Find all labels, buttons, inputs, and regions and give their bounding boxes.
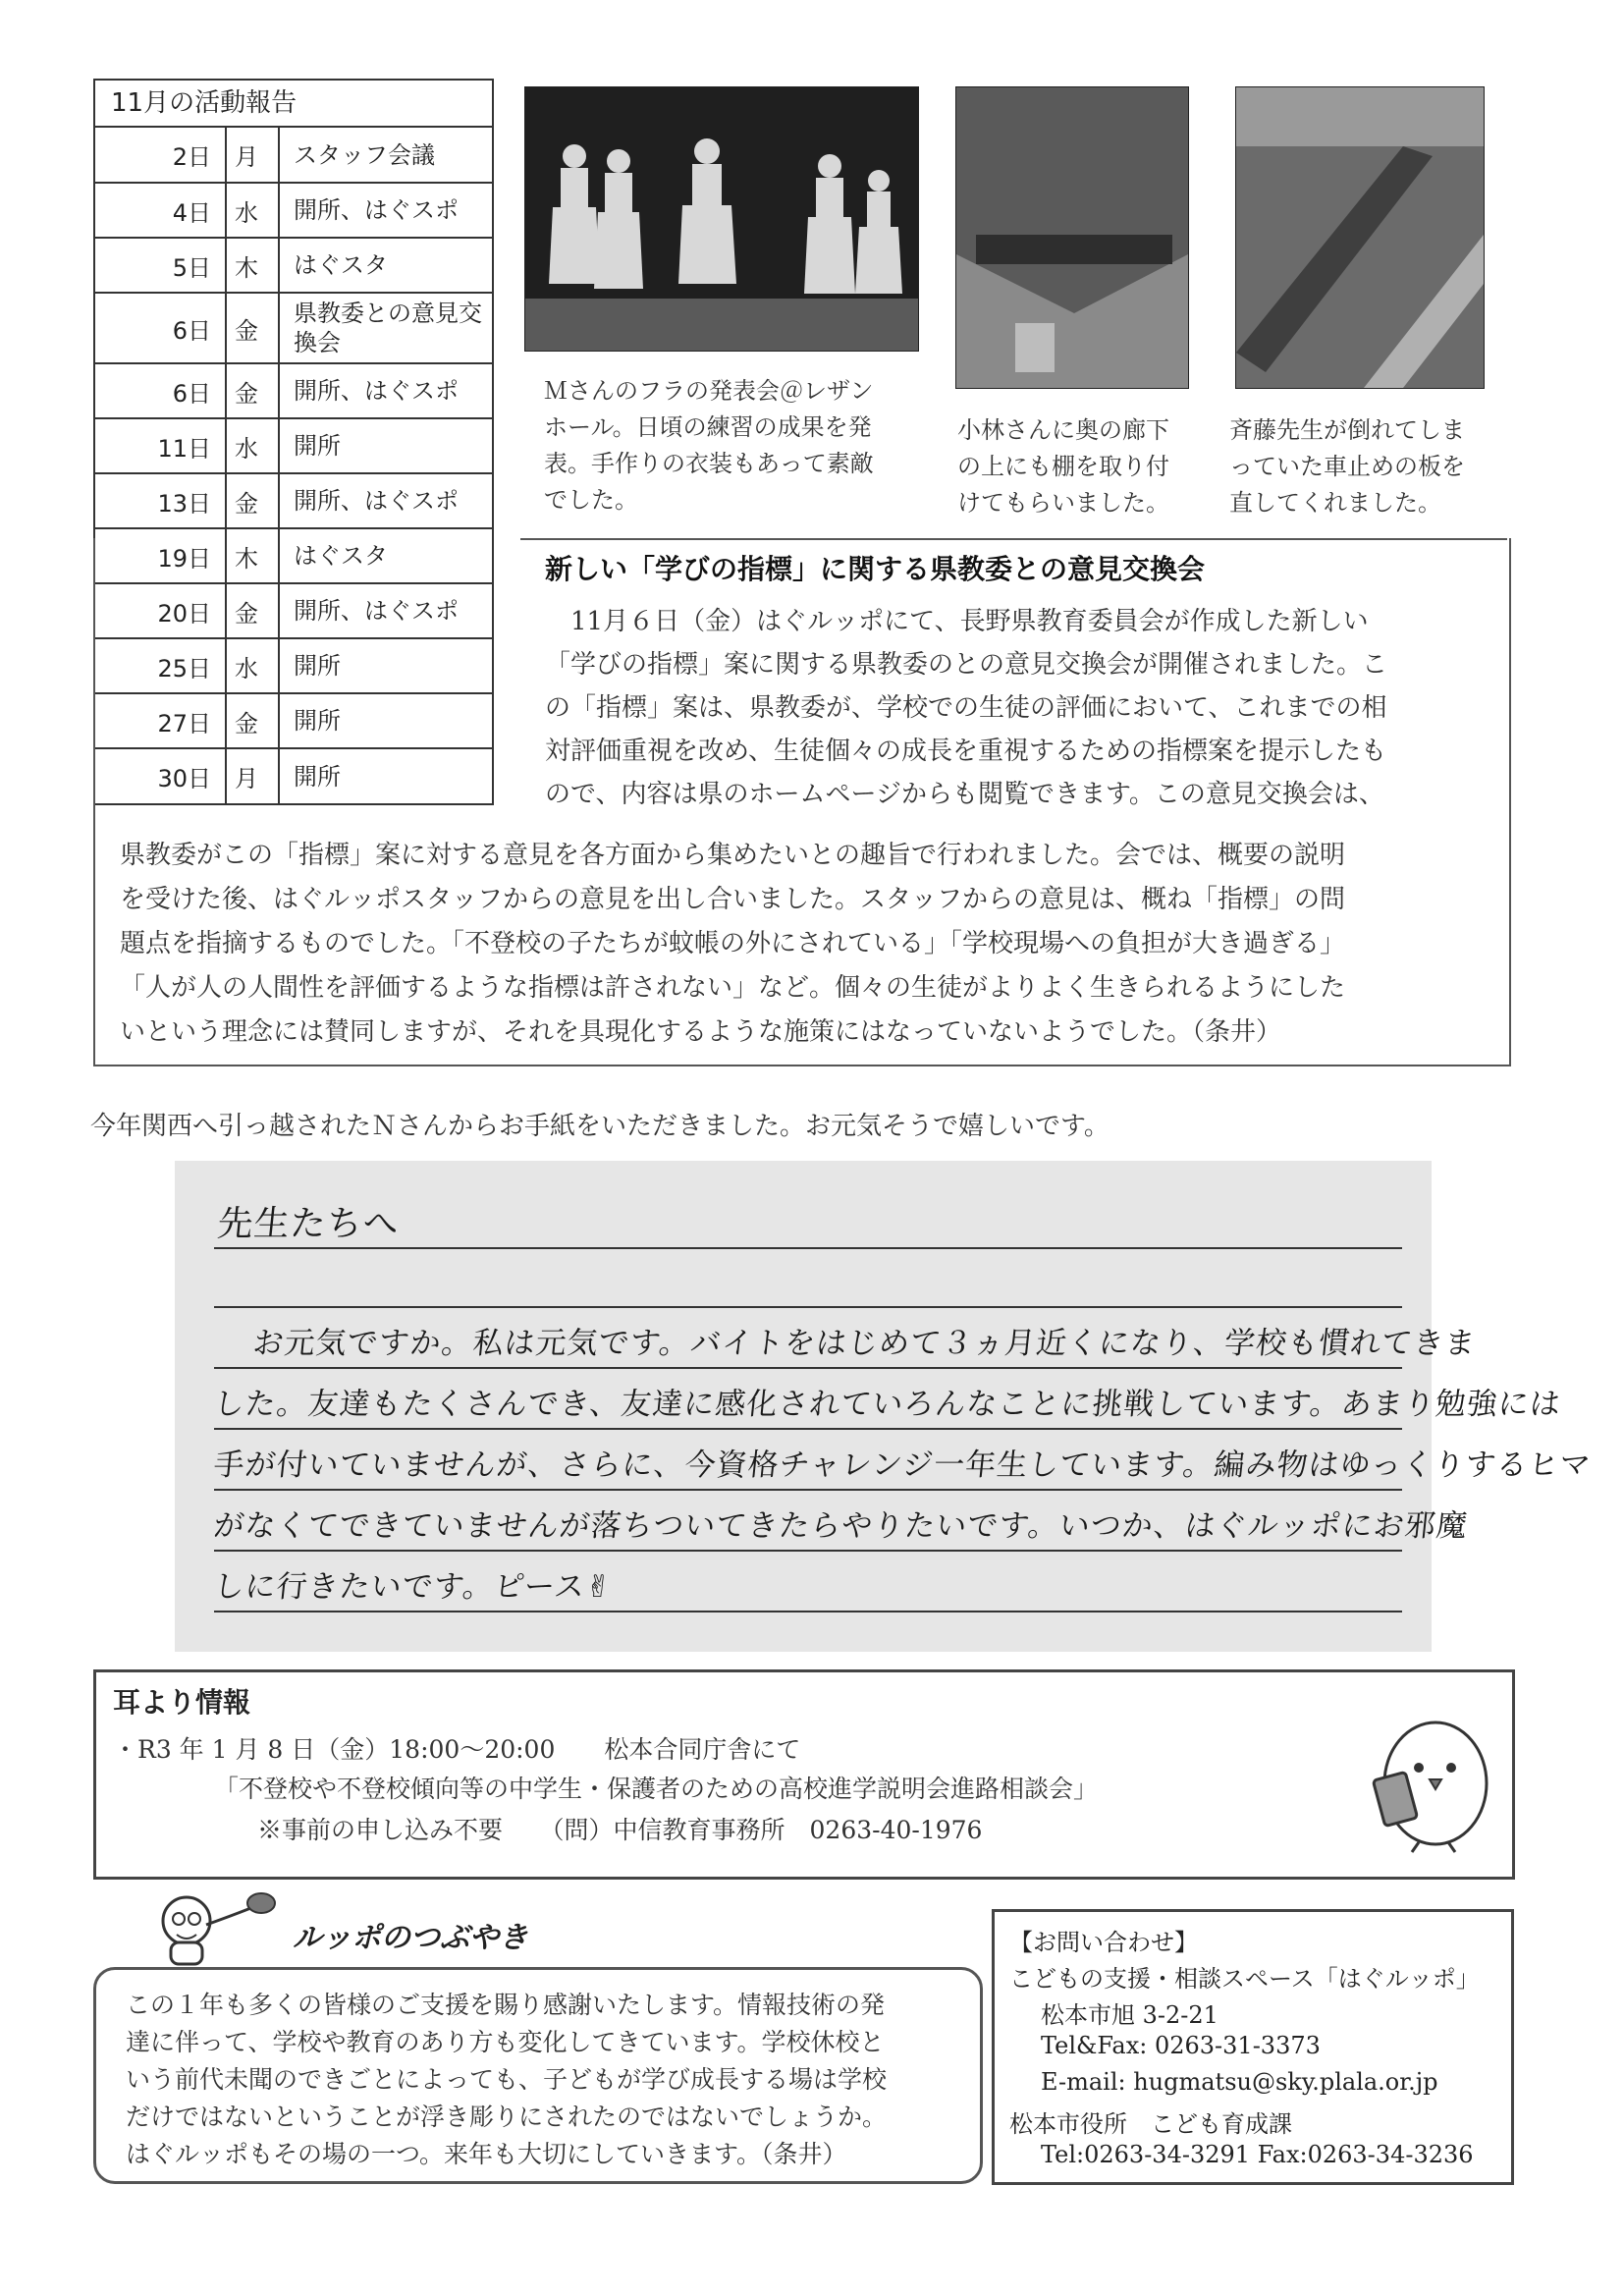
handwritten-letter xyxy=(175,1161,1594,1652)
schedule-weekday: 水 xyxy=(226,418,279,473)
schedule-event: スタッフ会議 xyxy=(294,140,435,169)
letter-note: 今年関西へ引っ越されたＮさんからお手紙をいただきました。お元気そうで嬉しいです。 xyxy=(90,1112,1110,1141)
hula-photo xyxy=(524,86,919,352)
schedule-row xyxy=(95,238,492,293)
letter-rule xyxy=(214,1367,1402,1369)
tsubuyaki-title: ルッポのつぶやき xyxy=(293,1921,528,1955)
schedule-day: 6日 xyxy=(95,293,226,363)
contact-address: 松本市旭 3-2-21 xyxy=(1041,2001,1218,2029)
schedule-event: 開所 xyxy=(279,638,492,693)
shelf-image xyxy=(956,87,1188,388)
schedule-event: 開所 xyxy=(279,693,492,748)
schedule-weekday: 木 xyxy=(226,528,279,583)
article-line: 題点を指摘するものでした。「不登校の子たちが蚊帳の外にされている」「学校現場への負担が大き過ぎる」 xyxy=(120,929,1346,958)
info-title: 耳より情報 xyxy=(113,1686,251,1719)
schedule-title: 11月の活動報告 xyxy=(95,81,492,128)
article-title: 新しい「学びの指標」に関する県教委との意見交換会 xyxy=(545,553,1206,585)
hula-caption: Ｍさんのフラの発表会＠レザン ホール。日頃の練習の成果を発 表。手作りの衣装もあって素敵 でした。 xyxy=(544,377,874,514)
letter-line: がなくてできていませんが落ちついてきたらやりたいです。いつか、はぐルッポにお邪魔 xyxy=(211,1508,1470,1544)
contact-heading: 【お問い合わせ】 xyxy=(1009,1929,1198,1956)
contact-email[interactable]: E-mail: hugmatsu@sky.plala.or.jp xyxy=(1041,2068,1438,2096)
schedule-day: 19日 xyxy=(95,528,226,583)
letter-rule xyxy=(214,1306,1402,1308)
schedule-row xyxy=(95,473,492,528)
schedule-weekday: 木 xyxy=(226,238,279,293)
schedule-day: 4日 xyxy=(95,183,226,238)
article-line: 対評価重視を改め、生徒個々の成長を重視するための指標案を提示したも xyxy=(545,737,1386,766)
schedule-event: 開所、はぐスポ xyxy=(279,473,492,528)
letter-line: しに行きたいです。ピース✌ xyxy=(211,1569,615,1605)
schedule-weekday: 金 xyxy=(226,473,279,528)
schedule-day: 5日 xyxy=(95,238,226,293)
car-stopper-photo xyxy=(1235,86,1485,389)
chick-mascot-icon xyxy=(1365,1707,1492,1854)
schedule-weekday: 金 xyxy=(226,693,279,748)
schedule-event: はぐスタ xyxy=(279,238,492,293)
article-line: 「人が人の人間性を評価するような指標は許されない」など。個々の生徒がよりよく生きられるようにした xyxy=(120,973,1346,1003)
schedule-event: 県教委との意見交換会 xyxy=(279,293,492,363)
schedule-row xyxy=(95,183,492,238)
letter-greeting: 先生たちへ xyxy=(215,1204,402,1244)
schedule-event: 開所 xyxy=(279,748,492,803)
schedule-event: 開所、はぐスポ xyxy=(279,183,492,238)
schedule-weekday: 金 xyxy=(226,583,279,638)
letter-rule xyxy=(214,1489,1402,1491)
schedule-day: 2日 xyxy=(95,128,226,183)
tsubuyaki-line: はぐルッポもその場の一つ。来年も大切にしていきます。（条井） xyxy=(126,2140,847,2168)
schedule-day: 6日 xyxy=(95,363,226,418)
car-stopper-image xyxy=(1236,87,1484,388)
schedule-weekday: 月 xyxy=(226,128,279,183)
letter-rule xyxy=(214,1247,1402,1249)
schedule-row xyxy=(95,128,492,183)
schedule-weekday: 月 xyxy=(226,748,279,803)
article-line: を受けた後、はぐルッポスタッフからの意見を出し合いました。スタッフからの意見は、概ね「指標」の問 xyxy=(120,885,1346,914)
letter-rule xyxy=(214,1611,1402,1612)
shelf-caption: 小林さんに奥の廊下 の上にも棚を取り付 けてもらいました。 xyxy=(957,416,1169,517)
hula-dancers-image xyxy=(525,87,918,351)
schedule-row xyxy=(95,363,492,418)
article-line: 「学びの指標」案に関する県教委のとの意見交換会が開催されました。こ xyxy=(545,650,1388,680)
letter-line: 手が付いていませんが、さらに、今資格チャレンジ一年生しています。編み物はゆっくりするヒマ xyxy=(211,1448,1594,1483)
article-line: 県教委がこの「指標」案に対する意見を各方面から集めたいとの趣旨で行われました。会では、概要の説明 xyxy=(120,841,1346,870)
schedule-row xyxy=(95,418,492,473)
schedule-day: 30日 xyxy=(95,748,226,803)
schedule-day: 25日 xyxy=(95,638,226,693)
tsubuyaki-line: 達に伴って、学校や教育のあり方も変化してきています。学校休校と xyxy=(126,2028,885,2056)
contact-office: 松本市役所 こども育成課 xyxy=(1009,2110,1292,2138)
article-line: 11月６日（金）はぐルッポにて、長野県教育委員会が作成した新しい xyxy=(545,607,1369,636)
schedule-event: 開所 xyxy=(279,418,492,473)
schedule-day: 11日 xyxy=(95,418,226,473)
schedule-day: 27日 xyxy=(95,693,226,748)
info-event-line: ・R3 年 1 月 8 日（金）18:00～20:00 松本合同庁舎にて xyxy=(113,1735,801,1764)
article-line: の「指標」案は、県教委が、学校での生徒の評価において、これまでの相 xyxy=(545,693,1387,723)
article-line: ので、内容は県のホームページからも閲覧できます。この意見交換会は、 xyxy=(545,780,1384,809)
schedule-event: 開所、はぐスポ xyxy=(279,583,492,638)
schedule-day: 20日 xyxy=(95,583,226,638)
schedule-weekday: 金 xyxy=(226,293,279,363)
tsubuyaki-line: だけではないということが浮き彫りにされたのではないでしょうか。 xyxy=(126,2103,888,2131)
contact-office-tel: Tel:0263-34-3291 Fax:0263-34-3236 xyxy=(1041,2141,1474,2168)
article-line: いという理念には賛同しますが、それを具現化するような施策にはなっていないようでした。（条井） xyxy=(120,1017,1282,1047)
letter-line: お元気ですか。私は元気です。バイトをはじめて３ヵ月近くになり、学校も慣れてきま xyxy=(250,1326,1479,1361)
info-contact-line: ※事前の申し込み不要 （問）中信教育事務所 0263-40-1976 xyxy=(257,1816,983,1844)
schedule-weekday: 金 xyxy=(226,363,279,418)
tsubuyaki-line: いう前代未聞のできごとによっても、子どもが学び成長する場は学校 xyxy=(126,2065,888,2094)
article-top-border xyxy=(520,538,1507,540)
schedule-day: 13日 xyxy=(95,473,226,528)
schedule-event: はぐスタ xyxy=(279,528,492,583)
contact-tel: Tel&Fax: 0263-31-3373 xyxy=(1041,2032,1321,2059)
letter-rule xyxy=(214,1428,1402,1430)
monkey-mascot-icon xyxy=(145,1885,283,1966)
shelf-photo xyxy=(955,86,1189,389)
schedule-event: 開所、はぐスポ xyxy=(279,363,492,418)
stopper-caption: 斉藤先生が倒れてしま っていた車止めの板を 直してくれました。 xyxy=(1229,416,1465,517)
tsubuyaki-line: この１年も多くの皆様のご支援を賜り感謝いたします。情報技術の発 xyxy=(126,1991,886,2019)
schedule-row xyxy=(95,293,492,363)
contact-org: こどもの支援・相談スペース「はぐルッポ」 xyxy=(1009,1965,1480,1993)
info-event-title: 「不登校や不登校傾向等の中学生・保護者のための高校進学説明会進路相談会」 xyxy=(214,1775,1099,1803)
letter-rule xyxy=(214,1550,1402,1552)
letter-line: した。友達もたくさんでき、友達に感化されていろんなことに挑戦しています。あまり勉強には xyxy=(211,1387,1563,1422)
schedule-weekday: 水 xyxy=(226,183,279,238)
schedule-weekday: 水 xyxy=(226,638,279,693)
